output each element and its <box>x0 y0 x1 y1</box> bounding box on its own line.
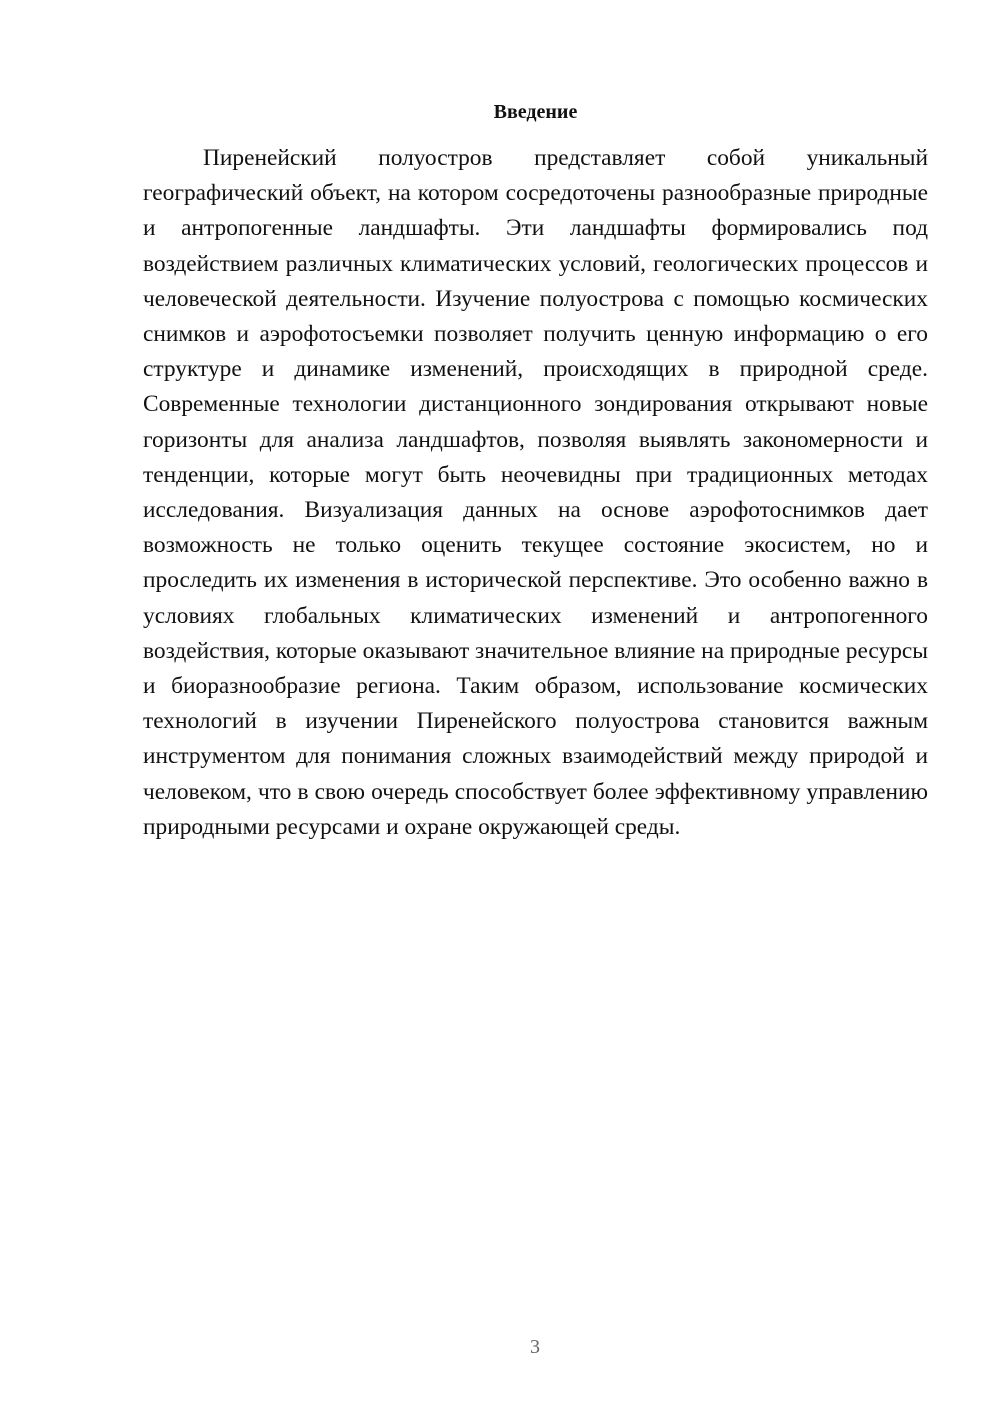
page-number: 3 <box>530 1336 540 1358</box>
section-heading: Введение <box>493 101 578 123</box>
body-paragraph: Пиренейский полуостров представляет собой уникальный географический объект, на котором сосредоточены разнообразные природные и антропогенные ландшафты. Эти ландшафты формировались под воздействием различных климатических условий, геологических процессов и человеческой деятельности. Изучение полуострова с помощью космических снимков и аэрофотосъемки позволяет получить ценную информацию о его структуре и динамике изменений, происходящих в природной среде. Современные технологии дистанционного зондирования открывают новые горизонты для анализа ландшафтов, позволяя выявлять закономерности и тенденции, которые могут быть неочевидны при традиционных методах исследования. Визуализация данных на основе аэрофотоснимков дает возможность не только оценить текущее состояние экосистем, но и проследить их изменения в исторической перспективе. Это особенно важно в условиях глобальных климатических изменений и антропогенного воздействия, которые оказывают значительное влияние на природные ресурсы и биоразнообразие региона. Таким образом, использование космических технологий в изучении Пиренейского полуострова становится важным инструментом для понимания сложных взаимодействий между природой и человеком, что в свою очередь способствует более эффективному управлению природными ресурсами и охране окружающей среды. <box>143 145 928 840</box>
